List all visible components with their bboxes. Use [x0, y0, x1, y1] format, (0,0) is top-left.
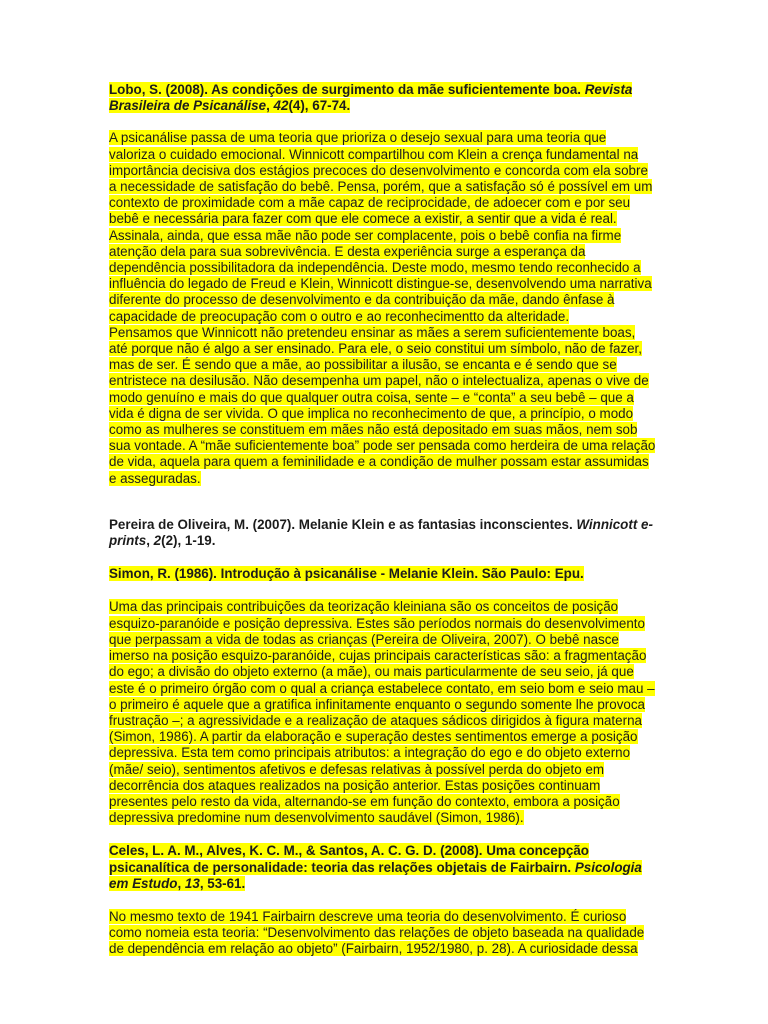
reference-pages: (2), 1-19. — [161, 533, 216, 549]
reference-celes — [109, 843, 656, 892]
paragraph-text: Uma das principais contribuições da teorização kleiniana são os conceitos de posição esquizo-paranóide e posição depressiva. Estes são períodos normais do desenvolvimento que perpassam a vida de todas as crianças (Pereira de Oliveira, 2007). O bebê nasce imerso na posição esquizo-paranóide, cujas principais características são: a fragmentação do ego; a divisão do objeto externo (a mãe), ou mais particularmente de seu seio, já que este é o primeiro órgão com o qual a criança estabelece contato, em seio bom e seio mau – o primeiro é aquele que a gratifica infinitamente enquanto o segundo somente lhe provoca frustração –; a agressividade e a realização de ataques sádicos dirigidos à figura materna (Simon, 1986). A partir da elaboração e superação destes sentimentos emerge a posição depressiva. Esta tem como principais atributos: a integração do ego e do objeto externo (mãe/ seio), sentimentos afetivos e defesas relativas à possível perda do objeto em decorrência dos ataques realizados na posição anterior. Estas posições continuam presentes pelo resto da vida, alternando-se em função do contexto, embora a posição depressiva predomine num desenvolvimento saudável (Simon, 1986). — [109, 599, 655, 826]
journal-title: Psicologia em Estudo — [109, 859, 642, 891]
reference-text: Simon, R. (1986). Introdução à psicanálise - Melanie Klein. São Paulo: Epu. — [109, 566, 584, 582]
separator: , — [146, 533, 154, 549]
reference-simon — [109, 566, 656, 582]
paragraph-text: No mesmo texto de 1941 Fairbairn descreve uma teoria do desenvolvimento. É curioso como nomeia esta teoria: “Desenvolvimento das relações de objeto baseada na qualidade de dependência em relação ao objeto” (Fairbairn, 1952/1980, p. 28). A curiosidade dessa — [109, 908, 645, 957]
volume: 2 — [153, 533, 162, 549]
separator: , — [177, 875, 185, 891]
paragraph-text: Pensamos que Winnicott não pretendeu ensinar as mães a serem suficientemente boas, até porque não é algo a ser ensinado. Para ele, o seio constitui um símbolo, não de fazer, mas de ser. É sendo que a mãe, ao possibilitar a ilusão, se encanta e é sendo que se entristece na desilusão. Não desempenha um papel, não o intelectualiza, apenas o vive de modo genuíno e mais do que qualquer outra coisa, sente – e “conta” a seu bebê – que a vida é digna de ser vivida. O que implica no reconhecimento de que, a princípio, o modo como as mulheres se constituem em mães não está depositado em suas mãos, nem sob sua vontade. A “mãe suficientemente boa” pode ser pensada como herdeira de uma relação de vida, aquela para quem a feminilidade e a condição de mulher possam estar assumidas e asseguradas. — [109, 324, 656, 486]
paragraph-winnicott — [109, 130, 656, 324]
separator: , — [266, 98, 274, 114]
volume: 42 — [273, 98, 289, 114]
reference-pages: (4), 67-74. — [288, 98, 351, 114]
highlighted-text — [109, 82, 632, 113]
reference-authors: Celes, L. A. M., Alves, K. C. M., & Santos, A. C. G. D. (2008). Uma concepção psicanalítica de personalidade: teoria das relações objetais de Fairbairn. — [109, 843, 589, 875]
paragraph-klein — [109, 599, 656, 826]
paragraph-fairbairn — [109, 909, 656, 958]
volume: 13 — [184, 875, 200, 891]
journal-title: Winnicott e-prints — [109, 516, 653, 549]
reference-pereira — [109, 517, 656, 549]
journal-title: Revista Brasileira de Psicanálise — [109, 82, 633, 114]
reference-lobo — [109, 82, 656, 114]
reference-pages: , 53-61. — [199, 875, 246, 891]
paragraph-text: A psicanálise passa de uma teoria que prioriza o desejo sexual para uma teoria que valoriza o cuidado emocional. Winnicott compartilhou com Klein a crença fundamental na importância decisiva dos estágios precoces do desenvolvimento e concorda com ela sobre a necessidade de satisfação do bebê. Pensa, porém, que a satisfação só é possível em um contexto de proximidade com a mãe capaz de reciprocidade, de adoecer com e por seu bebê e necessária para fazer com que ele comece a existir, a sentir que a vida é real. Assinala, ainda, que essa mãe não pode ser complacente, pois o bebê confia na firme atenção dela para sua sobrevivência. E desta experiência surge a esperança da dependência possibilitadora da independência. Deste modo, mesmo tendo reconhecido a influência do legado de Freud e Klein, Winnicott distingue-se, desenvolvendo uma narrativa diferente do processo de desenvolvimento e da contribuição da mãe, dando ênfase à capacidade de preocupação com o outro e ao reconhecimentto da alteridade. — [109, 130, 653, 324]
reference-authors: Lobo, S. (2008). As condições de surgimento da mãe suficientemente boa. — [109, 82, 585, 97]
highlighted-text — [109, 843, 642, 890]
paragraph-winnicott-continued — [109, 325, 656, 487]
reference-authors: Pereira de Oliveira, M. (2007). Melanie Klein e as fantasias inconscientes. — [109, 516, 577, 532]
